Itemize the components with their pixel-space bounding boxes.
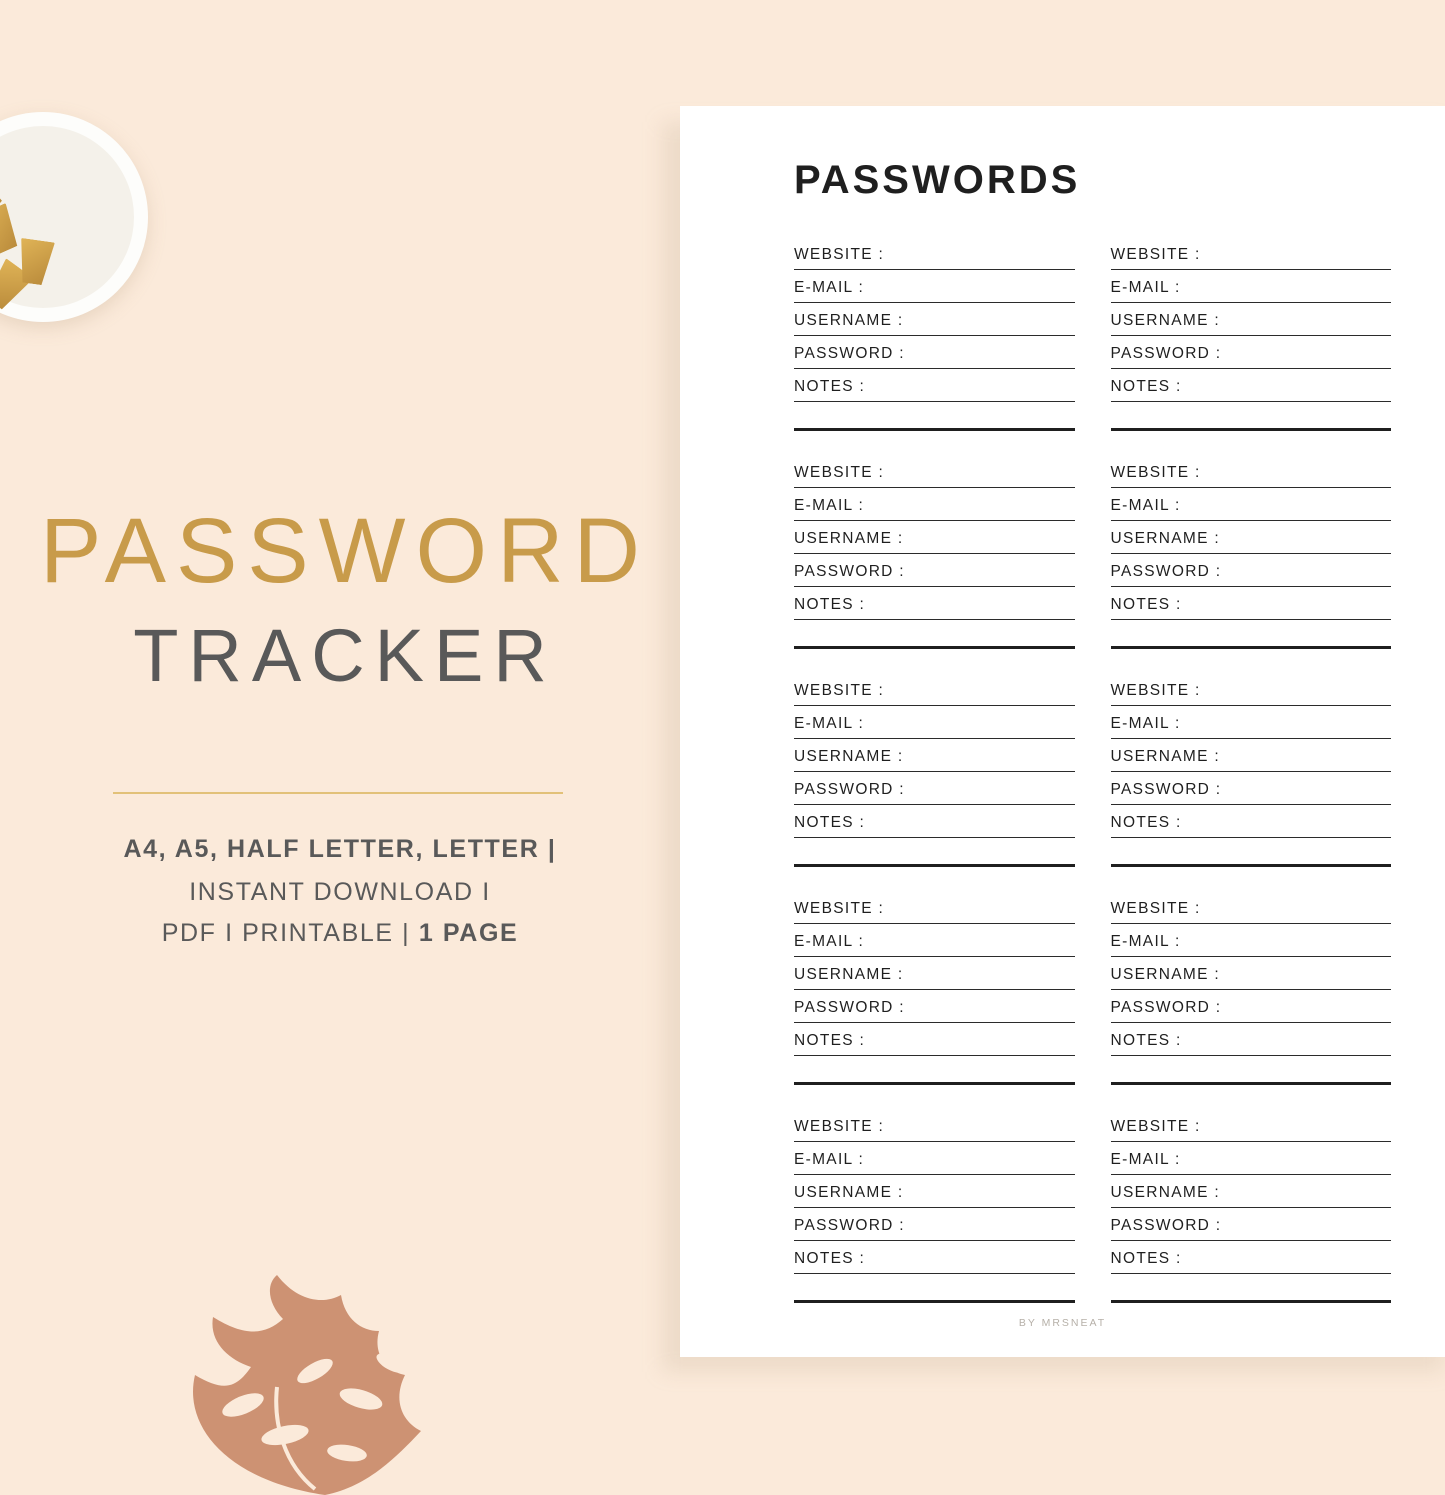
notes-label: NOTES : bbox=[794, 814, 866, 831]
promo-panel bbox=[0, 0, 680, 1445]
page-credit: BY MRSNEAT bbox=[1018, 1317, 1107, 1329]
password-field[interactable] bbox=[1111, 990, 1392, 1023]
entry-separator bbox=[794, 1082, 1075, 1085]
username-field[interactable] bbox=[1111, 1175, 1392, 1208]
username-field[interactable] bbox=[794, 303, 1075, 336]
website-field[interactable] bbox=[1111, 455, 1392, 488]
email-field[interactable] bbox=[794, 924, 1075, 957]
username-field[interactable] bbox=[794, 739, 1075, 772]
email-label: E-MAIL : bbox=[794, 1151, 865, 1168]
password-field[interactable] bbox=[1111, 772, 1392, 805]
website-field[interactable] bbox=[1111, 1109, 1392, 1142]
notes-field[interactable] bbox=[794, 1241, 1075, 1274]
website-field[interactable] bbox=[794, 891, 1075, 924]
entry-separator bbox=[1111, 864, 1392, 867]
password-entry bbox=[1111, 237, 1392, 402]
entry-separator bbox=[1111, 1300, 1392, 1303]
website-field[interactable] bbox=[1111, 237, 1392, 270]
email-label: E-MAIL : bbox=[794, 279, 865, 296]
password-label: PASSWORD : bbox=[1110, 345, 1222, 362]
username-label: USERNAME : bbox=[794, 530, 904, 547]
username-label: USERNAME : bbox=[1110, 312, 1220, 329]
email-label: E-MAIL : bbox=[1110, 933, 1181, 950]
password-field[interactable] bbox=[794, 554, 1075, 587]
notes-field[interactable] bbox=[794, 369, 1075, 402]
website-label: WEBSITE : bbox=[1110, 246, 1201, 263]
notes-field[interactable] bbox=[1111, 1241, 1392, 1274]
email-field[interactable] bbox=[1111, 924, 1392, 957]
username-label: USERNAME : bbox=[794, 312, 904, 329]
username-field[interactable] bbox=[1111, 957, 1392, 990]
website-label: WEBSITE : bbox=[1110, 682, 1201, 699]
email-label: E-MAIL : bbox=[794, 497, 865, 514]
website-label: WEBSITE : bbox=[794, 1118, 885, 1135]
website-field[interactable] bbox=[794, 455, 1075, 488]
printable-page bbox=[680, 106, 1445, 1357]
password-entry bbox=[794, 891, 1075, 1056]
website-label: WEBSITE : bbox=[1110, 900, 1201, 917]
divider bbox=[113, 792, 563, 794]
notes-field[interactable] bbox=[794, 805, 1075, 838]
password-entry bbox=[794, 455, 1075, 620]
password-entry bbox=[1111, 1109, 1392, 1274]
username-label: USERNAME : bbox=[794, 1184, 904, 1201]
entry-separator bbox=[794, 646, 1075, 649]
promo-formats-line: A4, A5, HALF LETTER, LETTER | bbox=[123, 835, 557, 863]
password-entry bbox=[1111, 891, 1392, 1056]
email-field[interactable] bbox=[794, 270, 1075, 303]
email-label: E-MAIL : bbox=[1110, 715, 1181, 732]
website-field[interactable] bbox=[1111, 891, 1392, 924]
notes-field[interactable] bbox=[1111, 587, 1392, 620]
password-entry bbox=[794, 673, 1075, 838]
password-column-right bbox=[1111, 237, 1392, 1303]
promo-page-count: 1 PAGE bbox=[418, 919, 519, 947]
password-field[interactable] bbox=[794, 336, 1075, 369]
website-field[interactable] bbox=[1111, 673, 1392, 706]
website-field[interactable] bbox=[794, 1109, 1075, 1142]
password-label: PASSWORD : bbox=[794, 563, 905, 580]
website-label: WEBSITE : bbox=[1110, 1118, 1201, 1135]
entry-separator bbox=[1111, 1082, 1392, 1085]
notes-label: NOTES : bbox=[1110, 596, 1182, 613]
password-label: PASSWORD : bbox=[1110, 1217, 1222, 1234]
password-column-left bbox=[794, 237, 1075, 1303]
password-label: PASSWORD : bbox=[1110, 999, 1222, 1016]
password-entry bbox=[794, 237, 1075, 402]
website-label: WEBSITE : bbox=[794, 682, 885, 699]
password-entry bbox=[1111, 455, 1392, 620]
notes-label: NOTES : bbox=[1110, 814, 1182, 831]
email-label: E-MAIL : bbox=[1110, 279, 1181, 296]
entry-separator bbox=[1111, 646, 1392, 649]
username-label: USERNAME : bbox=[1110, 1184, 1220, 1201]
email-field[interactable] bbox=[794, 1142, 1075, 1175]
website-label: WEBSITE : bbox=[794, 246, 885, 263]
password-label: PASSWORD : bbox=[794, 999, 905, 1016]
website-label: WEBSITE : bbox=[794, 900, 885, 917]
notes-label: NOTES : bbox=[794, 596, 866, 613]
entry-separator bbox=[794, 428, 1075, 431]
promo-title-block bbox=[0, 500, 680, 697]
notes-field[interactable] bbox=[1111, 369, 1392, 402]
password-field[interactable] bbox=[1111, 554, 1392, 587]
email-label: E-MAIL : bbox=[1110, 1151, 1181, 1168]
notes-label: NOTES : bbox=[794, 1032, 866, 1049]
password-entry bbox=[794, 1109, 1075, 1274]
notes-field[interactable] bbox=[1111, 1023, 1392, 1056]
notes-label: NOTES : bbox=[794, 1250, 866, 1267]
entry-separator bbox=[794, 1300, 1075, 1303]
username-label: USERNAME : bbox=[1110, 530, 1220, 547]
binder-clip-icon bbox=[0, 203, 23, 257]
password-entry bbox=[1111, 673, 1392, 838]
username-field[interactable] bbox=[794, 957, 1075, 990]
notes-field[interactable] bbox=[794, 587, 1075, 620]
email-label: E-MAIL : bbox=[794, 933, 865, 950]
email-field[interactable] bbox=[1111, 706, 1392, 739]
username-label: USERNAME : bbox=[1110, 966, 1220, 983]
promo-meta-block bbox=[0, 835, 680, 948]
notes-label: NOTES : bbox=[1110, 378, 1182, 395]
password-label: PASSWORD : bbox=[794, 781, 905, 798]
password-field[interactable] bbox=[1111, 336, 1392, 369]
password-label: PASSWORD : bbox=[794, 1217, 905, 1234]
notes-label: NOTES : bbox=[1110, 1250, 1182, 1267]
password-label: PASSWORD : bbox=[1110, 563, 1222, 580]
username-label: USERNAME : bbox=[1110, 748, 1220, 765]
username-label: USERNAME : bbox=[794, 966, 904, 983]
email-label: E-MAIL : bbox=[794, 715, 865, 732]
email-field[interactable] bbox=[794, 706, 1075, 739]
website-label: WEBSITE : bbox=[794, 464, 885, 481]
password-entries-grid bbox=[738, 237, 1391, 1303]
website-label: WEBSITE : bbox=[1110, 464, 1201, 481]
entry-separator bbox=[794, 864, 1075, 867]
email-field[interactable] bbox=[1111, 488, 1392, 521]
username-field[interactable] bbox=[1111, 739, 1392, 772]
email-field[interactable] bbox=[1111, 1142, 1392, 1175]
username-field[interactable] bbox=[1111, 521, 1392, 554]
promo-delivery-line: INSTANT DOWNLOAD I bbox=[189, 878, 491, 906]
monstera-leaf-decoration bbox=[165, 1275, 485, 1495]
entry-separator bbox=[1111, 428, 1392, 431]
username-field[interactable] bbox=[794, 1175, 1075, 1208]
email-label: E-MAIL : bbox=[1110, 497, 1181, 514]
email-field[interactable] bbox=[794, 488, 1075, 521]
email-field[interactable] bbox=[1111, 270, 1392, 303]
page-title: PASSWORD bbox=[40, 500, 650, 602]
password-label: PASSWORD : bbox=[1110, 781, 1222, 798]
binder-clips-bowl-decoration bbox=[0, 112, 148, 322]
password-field[interactable] bbox=[794, 772, 1075, 805]
notes-field[interactable] bbox=[794, 1023, 1075, 1056]
username-label: USERNAME : bbox=[794, 748, 904, 765]
promo-filetype-line bbox=[0, 919, 680, 948]
username-field[interactable] bbox=[794, 521, 1075, 554]
password-field[interactable] bbox=[794, 990, 1075, 1023]
website-field[interactable] bbox=[794, 673, 1075, 706]
password-field[interactable] bbox=[794, 1208, 1075, 1241]
username-field[interactable] bbox=[1111, 303, 1392, 336]
page-subtitle: TRACKER bbox=[133, 614, 557, 697]
password-label: PASSWORD : bbox=[794, 345, 905, 362]
website-field[interactable] bbox=[794, 237, 1075, 270]
passwords-heading: PASSWORDS bbox=[794, 158, 1081, 202]
notes-label: NOTES : bbox=[794, 378, 866, 395]
notes-field[interactable] bbox=[1111, 805, 1392, 838]
notes-label: NOTES : bbox=[1110, 1032, 1182, 1049]
promo-filetype-text: PDF I PRINTABLE | bbox=[161, 919, 419, 947]
password-field[interactable] bbox=[1111, 1208, 1392, 1241]
